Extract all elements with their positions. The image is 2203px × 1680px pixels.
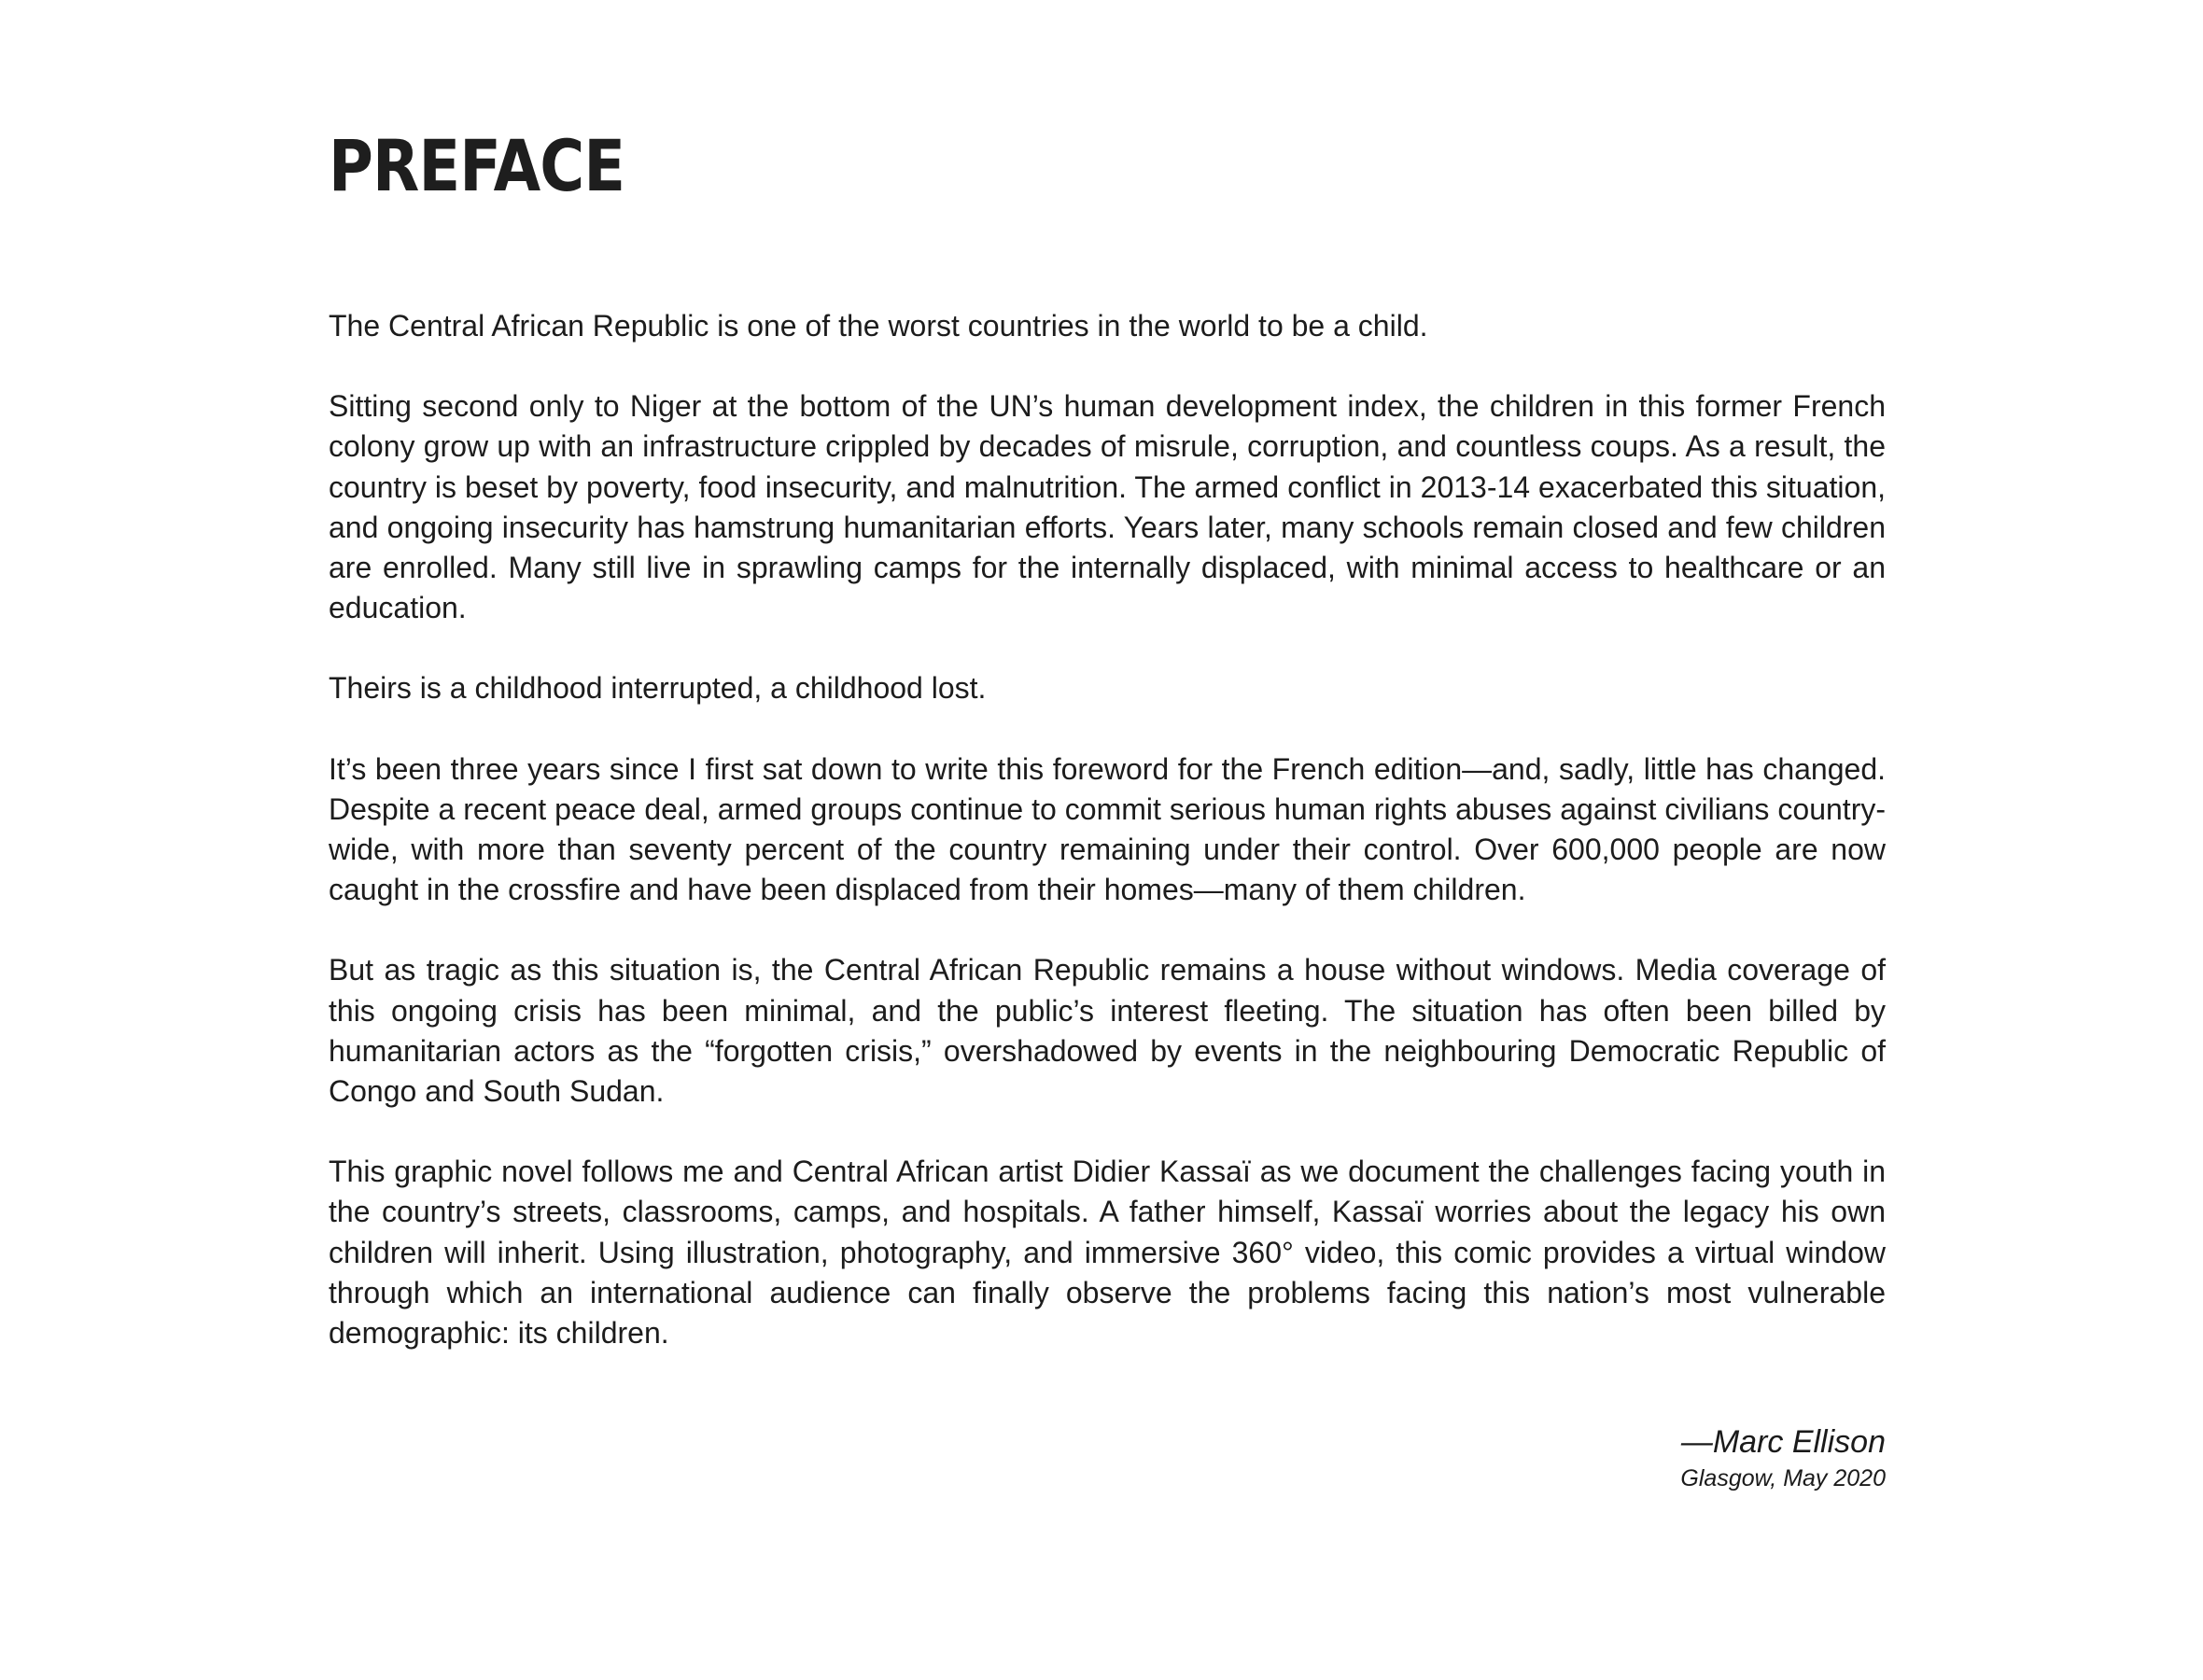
paragraph-intro: The Central African Republic is one of the worst countries in the world to be a child. xyxy=(329,309,1428,343)
author-name: —Marc Ellison xyxy=(1680,1424,1886,1461)
place-date: Glasgow, May 2020 xyxy=(1680,1465,1886,1492)
signature-block xyxy=(329,1421,1886,1494)
paragraph-graphic-novel: This graphic novel follows me and Central African artist Didier Kassaï as we document the challenges facing youth in the country’s streets, classrooms, camps, and hospitals. A father himself, Kassaï worries about the legacy his own children will inherit. Using illustration, photography, and immersive 360° video, this comic provides a virtual window through which an international audience can finally observe the problems facing this nation’s most vulnerable demographic: its children. xyxy=(329,1155,1886,1351)
page-title: PREFACE xyxy=(329,124,625,207)
paragraph-three-years: It’s been three years since I first sat down to write this foreword for the French edition—and, sadly, little has changed. Despite a recent peace deal, armed groups continue to commit serious human rights abuses against civilians country-wide, with more than seventy percent of the country remaining under their control. Over 600,000 people are now caught in the crossfire and have been displaced from their homes—many of them children. xyxy=(329,751,1886,907)
paragraph-childhood-lost: Theirs is a childhood interrupted, a childhood lost. xyxy=(329,671,987,706)
preface-page xyxy=(329,124,1886,1494)
paragraph-development-index: Sitting second only to Niger at the bottom of the UN’s human development index, the children in this former French colony grow up with an infrastructure crippled by decades of misrule, corruption, and countless coups. As a result, the country is beset by poverty, food insecurity, and malnutrition. The armed conflict in 2013-14 exacerbated this situation, and ongoing insecurity has hamstrung humanitarian efforts. Years later, many schools remain closed and few children are enrolled. Many still live in sprawling camps for the internally displaced, with minimal access to healthcare or an education. xyxy=(329,389,1886,625)
paragraph-forgotten-crisis: But as tragic as this situation is, the Central African Republic remains a house without windows. Media coverage of this ongoing crisis has been minimal, and the public’s interest fleeting. The situation has often been billed by humanitarian actors as the “forgotten crisis,” overshadowed by events in the neighbouring Democratic Republic of Congo and South Sudan. xyxy=(329,953,1886,1109)
preface-body xyxy=(329,306,1886,1353)
